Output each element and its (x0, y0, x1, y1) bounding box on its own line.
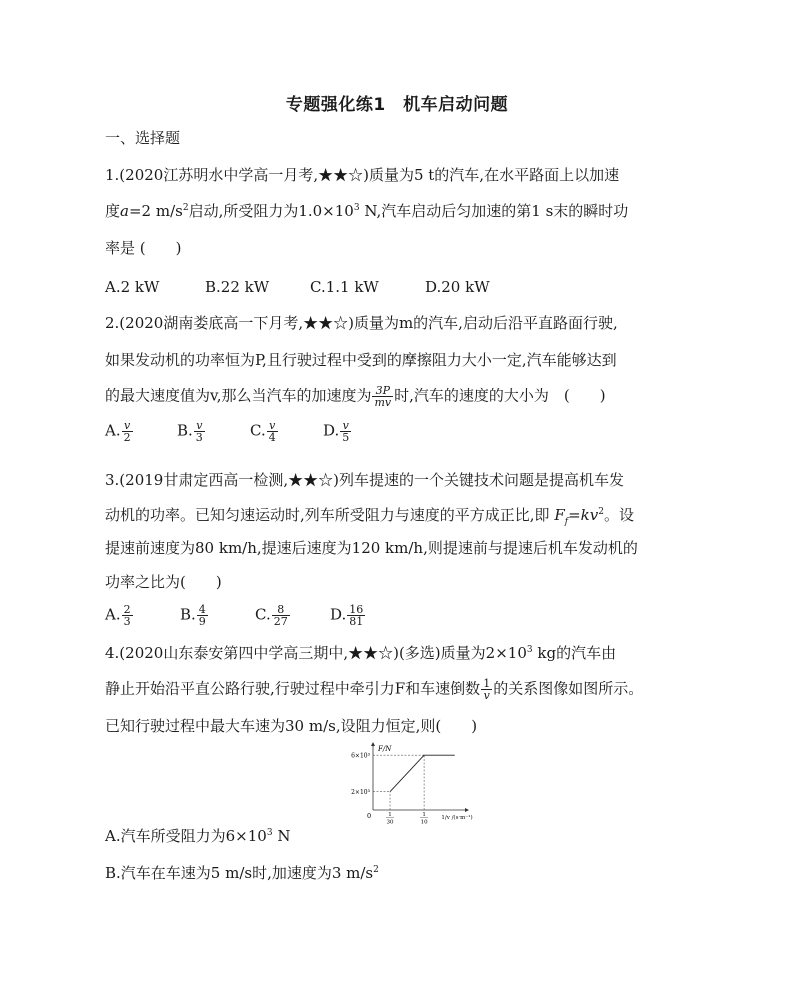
x-tick-label: 1 (422, 812, 426, 818)
q1-line1: 1.(2020江苏明水中学高一月考,★★☆)质量为5 t的汽车,在水平路面上以加速 (105, 166, 620, 184)
q1-option-c: C.1.1 kW (310, 278, 379, 296)
q4-line3: 已知行驶过程中最大车速为30 m/s,设阻力恒定,则( ) (105, 717, 478, 735)
q1-line2: 度a=2 $m/s^2$启动,所受阻力为$1.0\times 10^3$ N,汽车启动后匀加速的第1 s末的瞬时功 (105, 202, 629, 220)
q4-inverse-v-fraction: $\frac{1}{v}$ (483, 677, 491, 702)
x-tick-label: 1 (388, 812, 392, 818)
q1-option-a: A.2 kW (105, 278, 160, 296)
q3-line2: 动机的功率。已知匀速运动时,列车所受阻力与速度的平方成正比,即 $F_f=kv^2$。设 (105, 506, 634, 527)
q2-accel-fraction: $\frac{3P}{mv}$ (374, 384, 392, 409)
q4-line2: 静止开始沿平直公路行驶,行驶过程中牵引力F和车速倒数 $\frac{1}{v}$ 的关系图像如图所示。 (105, 677, 644, 702)
q2-line1: 2.(2020湖南娄底高一下月考,★★☆)质量为m的汽车,启动后沿平直路面行驶, (105, 314, 618, 332)
page-title: 专题强化练1 机车启动问题 (285, 95, 509, 115)
x-tick-label: 10 (420, 819, 428, 826)
q3-option-a: A. $\frac{2}{3}$ (105, 603, 131, 628)
q3-line1: 3.(2019甘肃定西高一检测,★★☆)列车提速的一个关键技术问题是提高机车发 (105, 471, 624, 489)
q2-option-a: A. $\frac{v}{2}$ (105, 419, 131, 444)
q2-line2: 如果发动机的功率恒为P,且行驶过程中受到的摩擦阻力大小一定,汽车能够达到 (105, 351, 617, 369)
q2-option-d: D. $\frac{v}{5}$ (323, 419, 350, 444)
x-tick-label: 30 (386, 819, 394, 826)
q3-option-b: B. $\frac{4}{9}$ (180, 603, 206, 628)
q2-option-c: C. $\frac{v}{4}$ (250, 419, 276, 444)
y-tick-label: 2×10³ (351, 789, 370, 797)
y-axis-label: F/N (378, 745, 392, 753)
q4-line1: 4.(2020山东泰安第四中学高三期中,★★☆)(多选)质量为$2\times 10^3$ kg的汽车由 (105, 644, 617, 662)
x-axis-arrow (465, 808, 469, 812)
sup-3: 3 (353, 203, 360, 213)
q3-line4: 功率之比为( ) (105, 573, 222, 591)
q1-line3: 率是 ( ) (105, 239, 182, 257)
q3-line3: 提速前速度为80 km/h,提速后速度为120 km/h,则提速前与提速后机车发动机的 (105, 539, 638, 557)
y-axis-arrow (371, 742, 375, 746)
force-line (390, 755, 455, 792)
x-axis-label: 1/v /(s·m⁻¹) (441, 815, 473, 821)
q2-line3: 的最大速度值为v,那么当汽车的加速度为 $\frac{3P}{mv}$ 时,汽车的速度的大小为 ( ) (105, 384, 606, 409)
y-tick-label: 6×10³ (351, 752, 370, 760)
q4-option-a: A.汽车所受阻力为$6\times 10^3$ N (105, 827, 291, 845)
section-heading: 一、选择题 (105, 129, 181, 147)
sup-2: 2 (182, 203, 189, 213)
q4-option-b: B.汽车在车速为5 m/s时,加速度为3 $m/s^2$ (105, 864, 379, 882)
q2-option-b: B. $\frac{v}{3}$ (177, 419, 203, 444)
q1-option-b: B.22 kW (205, 278, 270, 296)
force-vs-inverse-speed-graph (325, 742, 475, 826)
origin-label: 0 (367, 812, 372, 820)
sup-2: 2 (598, 507, 604, 517)
q1-option-d: D.20 kW (425, 278, 490, 296)
q3-option-d: D. $\frac{16}{81}$ (330, 603, 364, 628)
q3-option-c: C. $\frac{8}{27}$ (255, 603, 288, 628)
